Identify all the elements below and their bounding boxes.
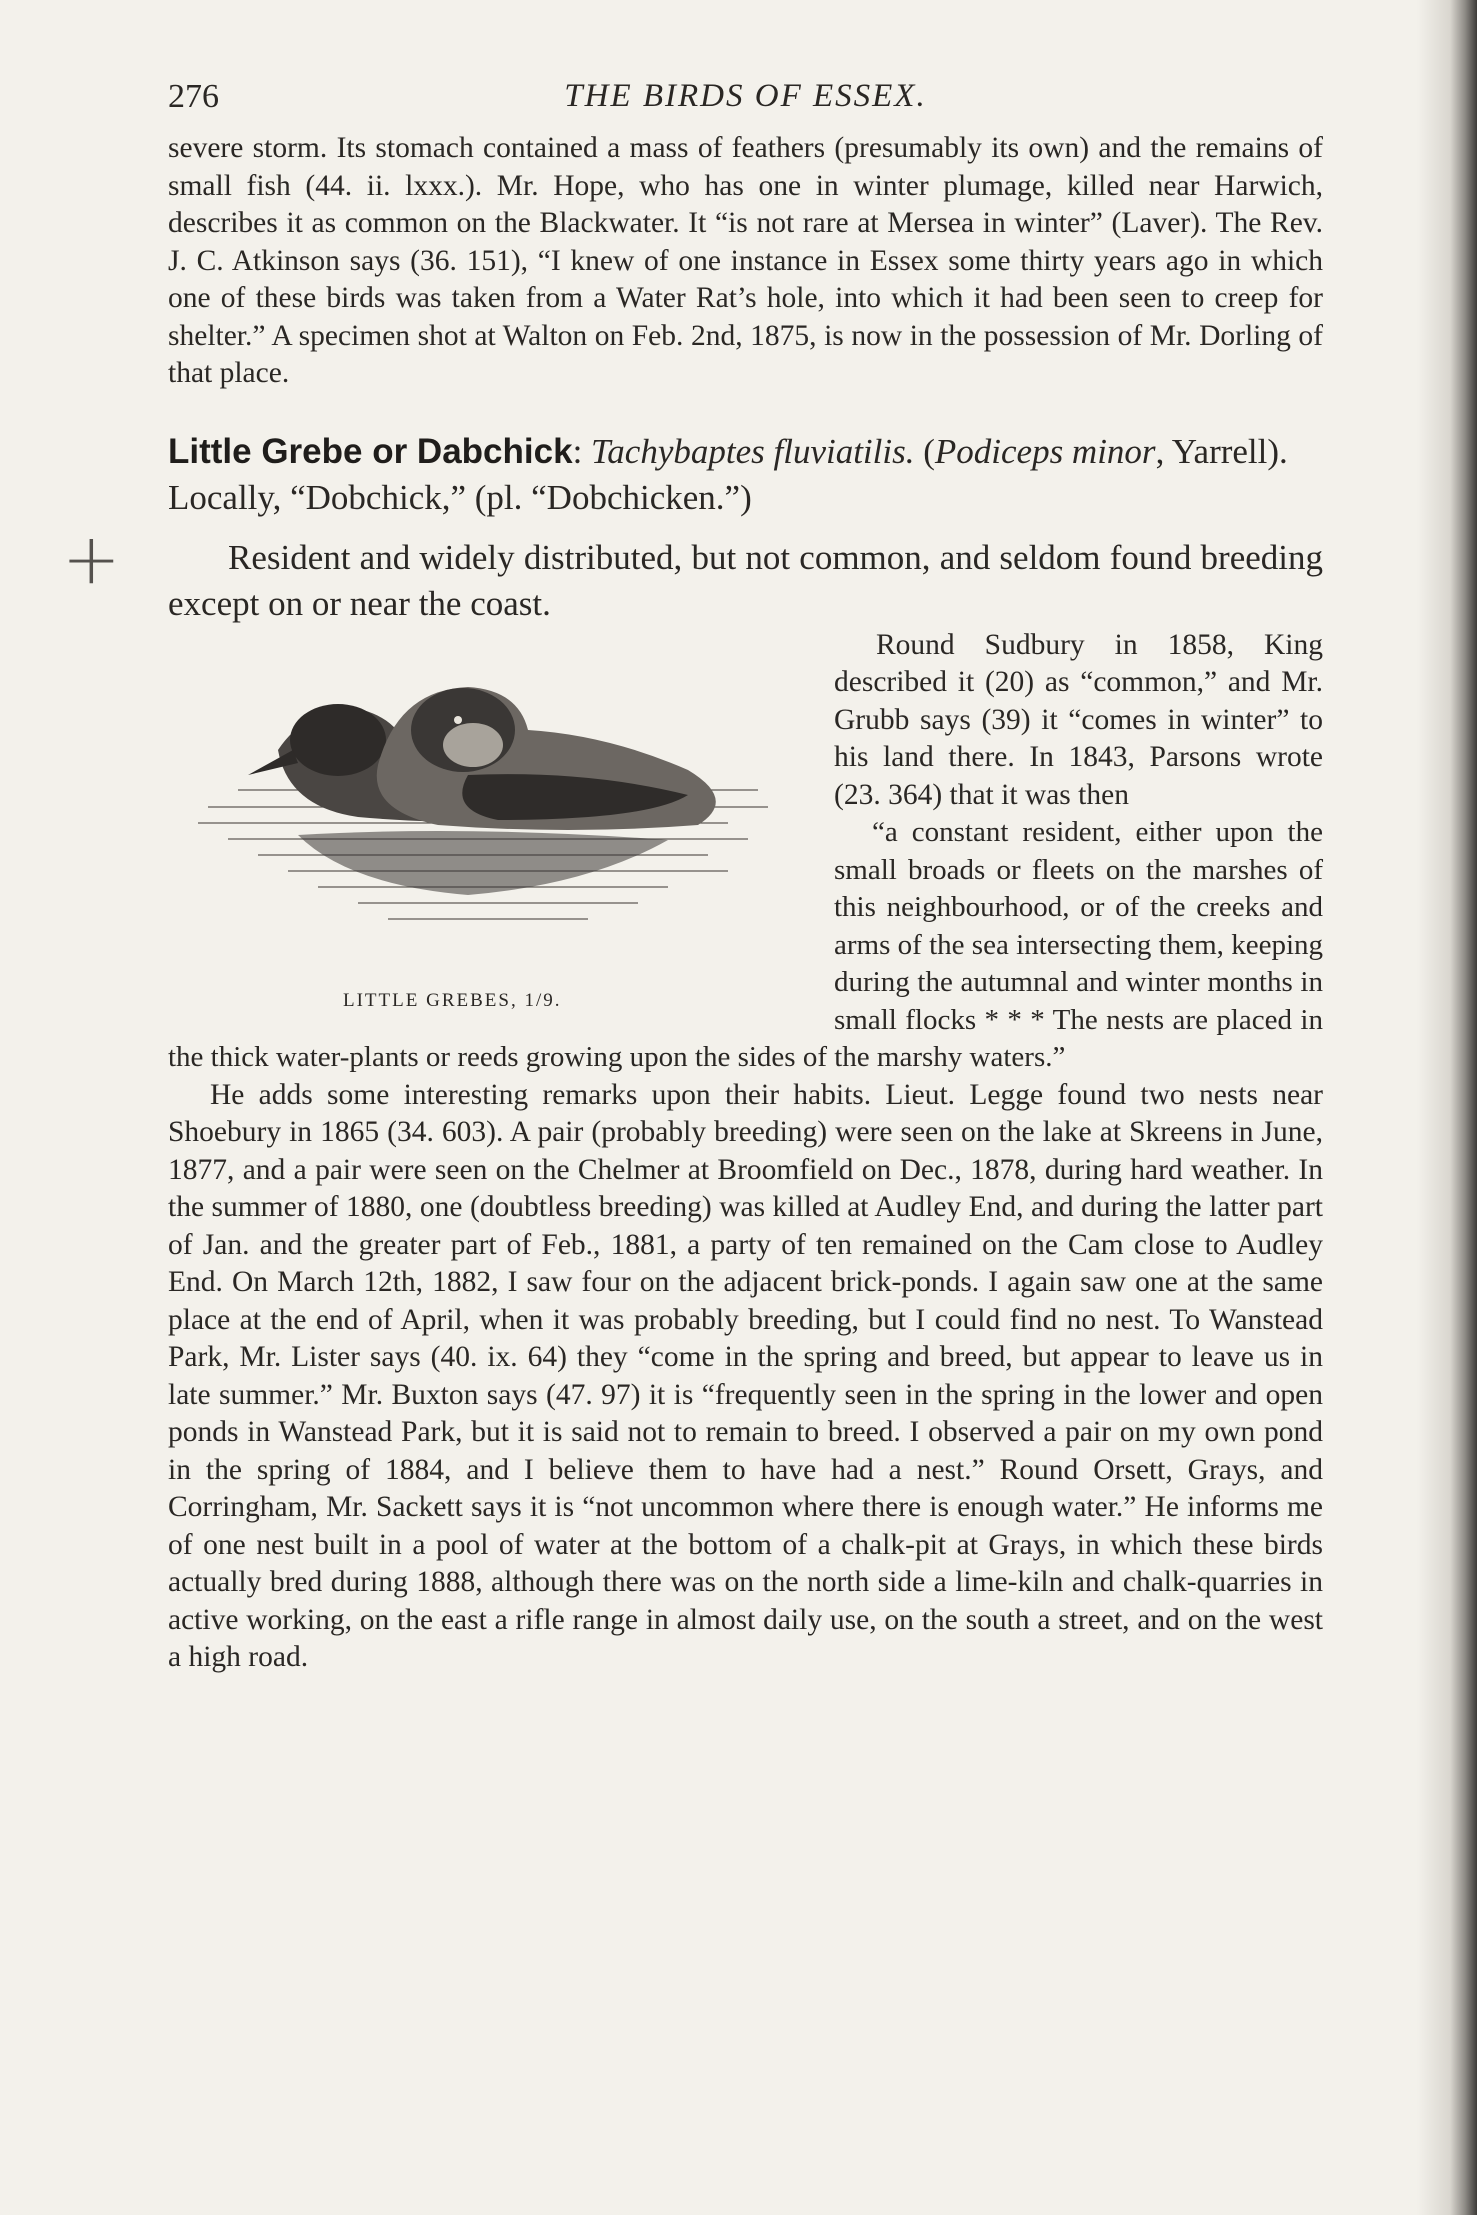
figure-caption: LITTLE GREBES, 1/9. bbox=[343, 989, 562, 1011]
intro-paragraph: severe storm. Its stomach contained a mass of feathers (presumably its own) and the remains of small fish (44. ii. lxxx.). Mr. Hope, who has one in winter plumage, killed near Harwich, describes it as common on the Blackwater. It “is not rare at Mersea in winter” (Laver). The Rev. J. C. Atkinson says (36. 151), “I knew of one instance in Essex some thirty years ago in which one of these birds was taken from a Water Rat’s hole, into which it had been seen to creep for shelter.” A specimen shot at Walton on Feb. 2nd, 1875, is now in the possession of Mr. Dorling of that place. bbox=[168, 132, 1323, 389]
little-grebes-illustration-icon bbox=[168, 635, 808, 980]
wrap-paragraph: Round Sudbury in 1858, King described it (20) as “common,” and Mr. Grubb says (39) it “comes in winter” to his land there. In 1843, Parsons wrote (23. 364) that it was then bbox=[834, 628, 1323, 811]
little-grebes-figure bbox=[168, 635, 808, 1010]
main-paragraph: He adds some interesting remarks upon their habits. Lieut. Legge found two nests near Shoebury in 1865 (34. 603). A pair (probably breeding) were seen on the lake at Skreens in June, 1877, and a pair were seen on the Chelmer at Broomfield on Dec., 1878, during hard weather. In the summer of 1880, one (doubtless breeding) was killed at Audley End, and during the latter part of Jan. and the greater part of Feb., 1881, a party of ten remained on the Cam close to Audley End. On March 12th, 1882, I saw four on the adjacent brick-ponds. I again saw one at the same place at the end of April, when it was probably breeding, but I could find no nest. To Wanstead Park, Mr. Lister says (40. ix. 64) they “come in the spring and breed, but appear to leave us in late summer.” Mr. Buxton says (47. 97) it is “frequently seen in the spring in the lower and open ponds in Wanstead Park, but it is said not to remain to breed. I observed a pair on my own pond in the spring of 1884, and I believe them to have had a nest.” Round Orsett, Grays, and Corringham, Mr. Sackett says it is “not uncommon where there is enough water.” He informs me of one nest built in a pool of water at the bottom of a chalk-pit at Grays, in which these birds actually bred during 1888, although there was on the north side a lime-kiln and chalk-quarries in active working, on the east a rifle range in almost daily use, on the south a street, and on the west a high road. bbox=[168, 1078, 1323, 1673]
page-content bbox=[168, 70, 1323, 1677]
lead-paragraph: Resident and widely distributed, but not common, and seldom found breeding except on or near the coast. bbox=[168, 537, 1323, 623]
synonym-rest: , Yarrell). Locally, “Dobchick,” (pl. “Dobchicken.”) bbox=[168, 431, 1288, 517]
margin-cross-mark: + bbox=[62, 518, 121, 600]
quote-paragraph: “a constant resident, either upon the small broads or fleets on the marshes of this neighbourhood, or of the creeks and arms of the sea intersecting them, keeping during the autumnal and winter months in small flocks * * * The nests are placed in the thick water-plants or reeds growing upon the sides of the marshy waters.” bbox=[168, 816, 1323, 1073]
page-number: 276 bbox=[168, 78, 219, 115]
species-heading bbox=[168, 429, 1323, 521]
species-scientific-name: Tachybaptes fluviatilis. bbox=[591, 431, 915, 471]
synonym-name: Podiceps minor bbox=[934, 431, 1156, 471]
page-edge-shadow bbox=[1417, 0, 1477, 2215]
species-common-name: Little Grebe or Dabchick bbox=[168, 431, 573, 471]
figure-section bbox=[168, 627, 1323, 1077]
synonym-open: ( bbox=[923, 431, 935, 471]
running-title: THE BIRDS OF ESSEX. bbox=[564, 78, 927, 114]
species-colon: : bbox=[572, 431, 583, 471]
page-header bbox=[168, 70, 1323, 130]
